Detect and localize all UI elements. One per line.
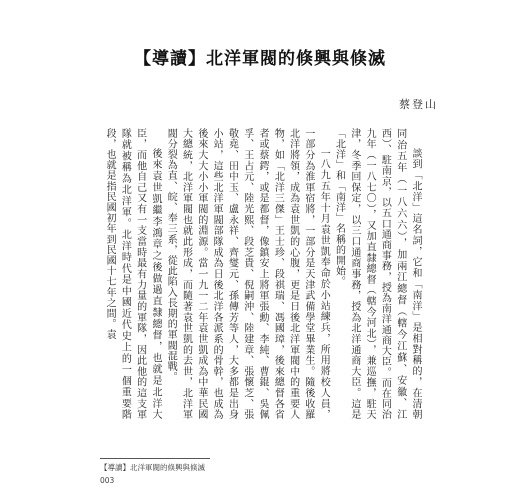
body-text (98, 128, 423, 420)
paragraph: 後來袁世凱繼李鴻章之後做過直隸總督，也就是北洋大臣，而他自己又有一支當時最有力量的軍隊，因此他的這支軍隊就被稱為北洋軍。北洋時代是中國近代史上的一個重要階段，也就是指民國初年到民國十七年之間。袁 (104, 128, 161, 420)
running-title: 【導讀】北洋軍閥的倏興與倏滅 (100, 463, 205, 472)
footer-rule (100, 458, 210, 459)
paragraph: 談到「北洋」這名詞，它和「南洋」是相對稱的，在清朝同治五年（一八六六），加兩江總督（轄今江蘇、安徽、江西）、駐南京，以五口通商事務，授為南洋通商大臣。而在同治九年（一八七〇），又加直隸總督（轄今河北），兼巡撫，駐天津，冬季回保定，以三口通商事務，授為北洋通商大臣。這是「北洋」和「南洋」名稱的開始。 (333, 128, 421, 420)
page-title: 【導讀】北洋軍閥的倏興與倏滅 (134, 49, 386, 69)
page-number: 003 (100, 476, 115, 485)
paragraph: 一八九五年十月袁世凱奉命於小站練兵，所用將校人員，一部分為淮軍宿將，一部分是天津武備學堂畢業生。隨後收羅北洋將領，成為袁世凱的心腹，更是日後北洋軍閥中的重要人物，如「北洋三傑」王士珍、段祺瑞、馮國璋，後來總督各省者或蔡鍔，或是都督，像鎮安上將軍張勳、李純、曹錕、吳佩孚、王占元、陸光熙、段芝貴、倪嗣沖、陸建章、張懷芝、張敬堯、田中玉、盧永祥、齊燮元、孫傳芳等人，大多都是出身小站，這些北洋軍閥部隊成為日後北洋各派系的骨幹，也成為後來大大小小軍閥的淵源。當一九一二年袁世凱成為中華民國大總統，北洋軍閥也就此形成，而隨著袁世凱的去世，北洋軍閥分裂為直、皖、奉三系，從此陷入長期的軍閥混戰。 (165, 128, 330, 420)
author-name: 蔡登山 (399, 98, 438, 111)
